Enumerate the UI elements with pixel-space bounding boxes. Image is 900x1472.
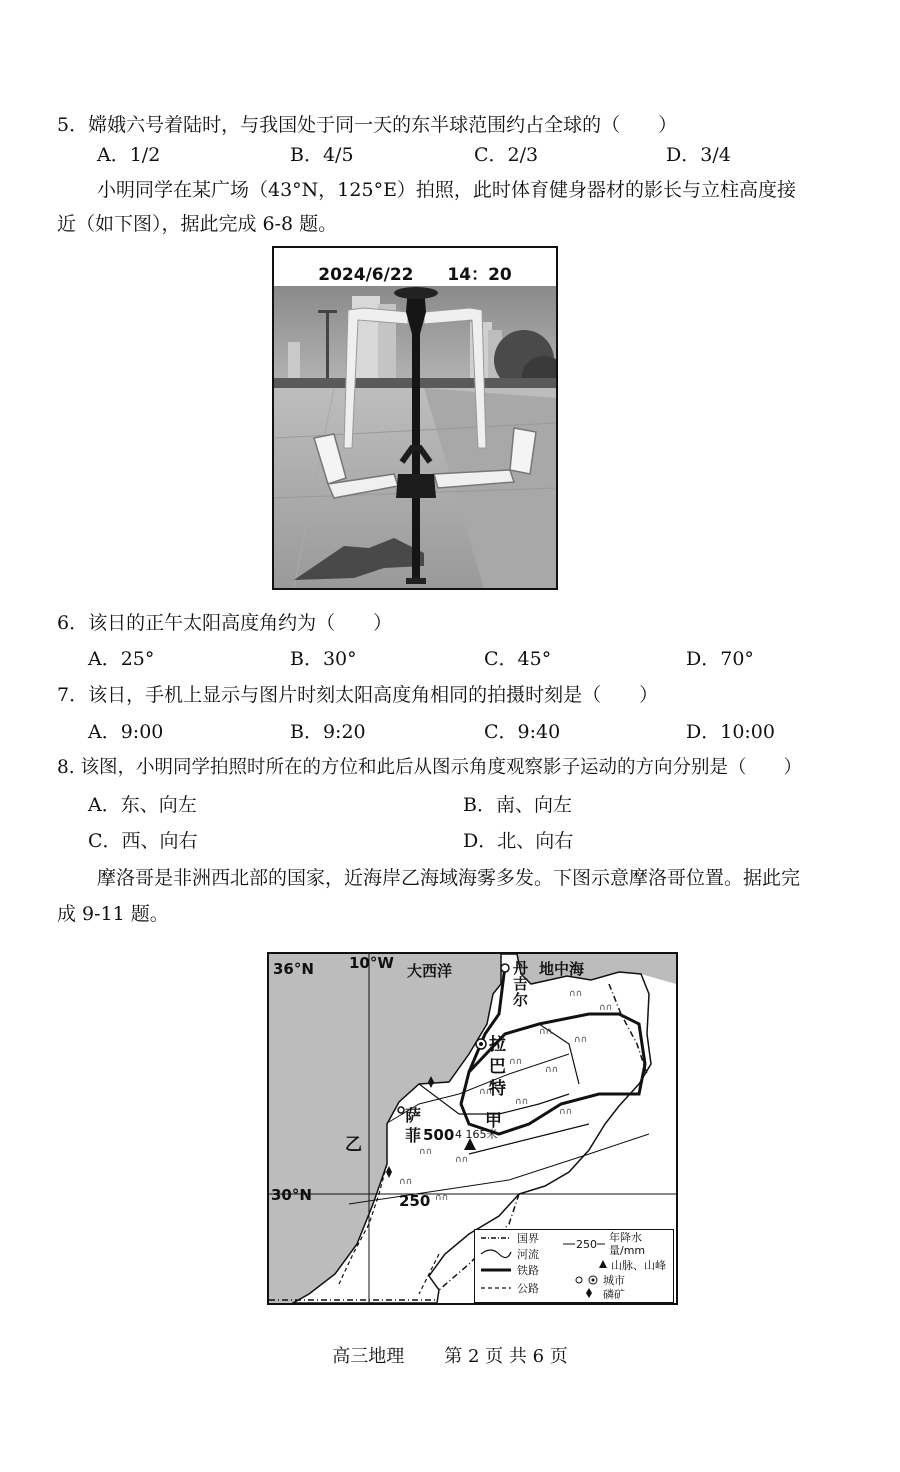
svg-text:∩∩: ∩∩ [419, 1147, 433, 1157]
morocco-map [267, 952, 678, 1305]
legend-isohyet-number: 250 [576, 1238, 597, 1251]
q8-option-c: C．西、向右 [88, 830, 198, 852]
q8-option-a: A．东、向左 [88, 794, 197, 816]
intro-6-8-line2: 近（如下图），据此完成 6-8 题。 [57, 213, 338, 235]
label-lon-10w: 10°W [349, 954, 394, 972]
svg-text:∩∩: ∩∩ [399, 1177, 413, 1187]
intro-9-11-line1: 摩洛哥是非洲西北部的国家，近海岸乙海域海雾多发。下图示意摩洛哥位置。据此完 [97, 867, 801, 889]
q5-option-c: C．2/3 [474, 144, 539, 166]
legend-mine: 磷矿 [603, 1288, 625, 1301]
label-lat-30n: 30°N [271, 1186, 312, 1204]
svg-text:∩∩: ∩∩ [455, 1155, 469, 1165]
q6-option-a: A．25° [88, 648, 155, 670]
footer-page-number: 第 2 页 共 6 页 [444, 1346, 568, 1367]
intro-6-8-line1: 小明同学在某广场（43°N，125°E）拍照，此时体育健身器材的影长与立柱高度接 [97, 179, 796, 201]
svg-text:∩∩: ∩∩ [515, 1097, 529, 1107]
footer-subject: 高三地理 [332, 1346, 405, 1367]
svg-text:∩∩: ∩∩ [435, 1193, 449, 1203]
map-legend [474, 1229, 674, 1303]
label-jia: 甲 [485, 1111, 502, 1131]
legend-border: 国界 [517, 1232, 539, 1245]
q8-option-d: D．北、向右 [463, 830, 574, 852]
q8-stem: 8. 该图，小明同学拍照时所在的方位和此后从图示角度观察影子运动的方向分别是（ ） [57, 757, 803, 778]
q6-option-c: C．45° [484, 648, 552, 670]
label-tangier: 丹 吉 尔 [513, 959, 529, 1009]
svg-text:∩∩: ∩∩ [539, 1027, 553, 1037]
label-isohyet-250: 250 [399, 1192, 431, 1210]
legend-city: 城市 [603, 1274, 625, 1287]
photo-scene [274, 248, 556, 588]
q7-stem: 7．该日，手机上显示与图片时刻太阳高度角相同的拍摄时刻是（ ） [57, 684, 659, 706]
legend-mountain: 山脉、山峰 [611, 1259, 666, 1272]
label-lat-36n: 36°N [273, 960, 314, 978]
q8-option-b: B．南、向左 [463, 794, 572, 816]
legend-railway: 铁路 [517, 1264, 539, 1277]
label-safi: 萨 菲 [405, 1106, 422, 1145]
q7-option-c: C．9:40 [484, 721, 561, 743]
svg-text:∩∩: ∩∩ [599, 1003, 613, 1013]
svg-text:∩∩: ∩∩ [559, 1107, 573, 1117]
svg-text:∩∩: ∩∩ [569, 989, 583, 999]
photo-time: 14：20 [447, 265, 512, 285]
legend-road: 公路 [517, 1282, 539, 1295]
label-peak-elevation: 4 165米 [455, 1128, 498, 1141]
label-mediterranean: 地中海 [539, 960, 585, 978]
q5-option-a: A．1/2 [97, 144, 161, 166]
intro-9-11-line2: 成 9-11 题。 [57, 903, 169, 925]
legend-isohyet: 年降水 [609, 1231, 642, 1244]
legend-river: 河流 [517, 1248, 539, 1261]
q6-stem: 6．该日的正午太阳高度角约为（ ） [57, 612, 393, 634]
q6-option-d: D．70° [686, 648, 754, 670]
label-yi: 乙 [345, 1135, 362, 1155]
q5-option-b: B．4/5 [290, 144, 354, 166]
svg-text:∩∩: ∩∩ [545, 1065, 559, 1075]
fitness-equipment-photo [272, 246, 558, 590]
legend-isohyet-unit: 量/mm [609, 1244, 646, 1257]
q7-option-a: A．9:00 [88, 721, 164, 743]
q7-option-d: D．10:00 [686, 721, 775, 743]
q7-option-b: B．9:20 [290, 721, 366, 743]
label-isohyet-500: 500 [423, 1126, 455, 1144]
photo-date: 2024/6/22 [318, 265, 414, 285]
q5-stem: 5．嫦娥六号着陆时，与我国处于同一天的东半球范围约占全球的（ ） [57, 114, 678, 136]
page-footer [0, 1342, 900, 1368]
svg-text:∩∩: ∩∩ [509, 1057, 523, 1067]
label-atlantic: 大西洋 [407, 962, 453, 980]
q5-option-d: D．3/4 [666, 144, 731, 166]
svg-text:∩∩: ∩∩ [479, 1087, 493, 1097]
svg-text:∩∩: ∩∩ [574, 1035, 588, 1045]
q6-option-b: B．30° [290, 648, 357, 670]
label-rabat: 拉 巴 特 [489, 1035, 506, 1099]
